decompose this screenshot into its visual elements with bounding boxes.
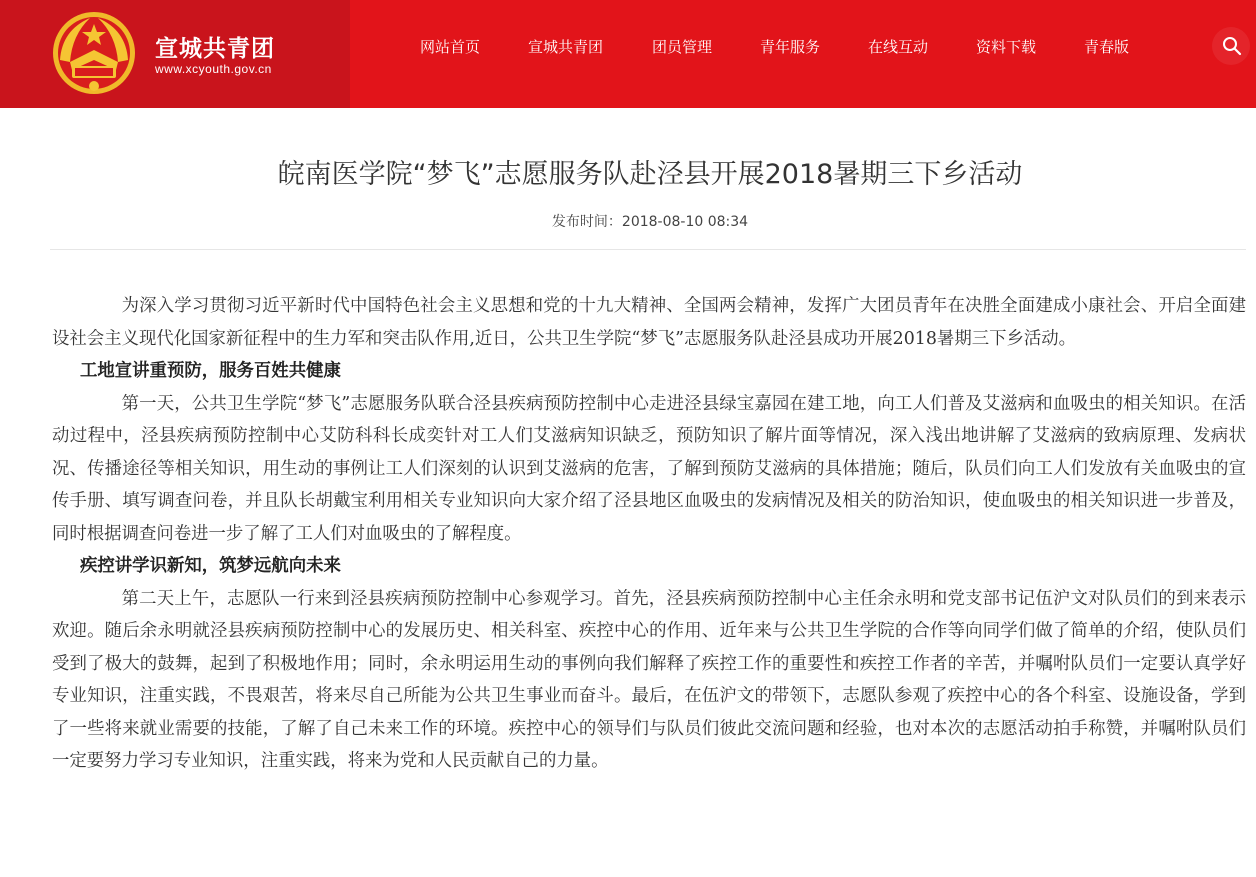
nav-item-online-interaction[interactable]: 在线互动 (868, 38, 929, 56)
site-url: www.xcyouth.gov.cn (155, 62, 272, 76)
title-divider (50, 249, 1246, 250)
nav-item-member-management[interactable]: 团员管理 (652, 38, 713, 56)
article-subheading: 工地宣讲重预防，服务百姓共健康 (80, 361, 341, 381)
publish-time (0, 211, 1256, 231)
nav-item-youth-league[interactable]: 宣城共青团 (528, 38, 604, 56)
publish-time-value: 2018-08-10 08:34 (621, 214, 749, 230)
search-icon (1222, 36, 1242, 56)
article-paragraph: 为深入学习贯彻习近平新时代中国特色社会主义思想和党的十九大精神、全国两会精神，发挥广大团员青年在决胜全面建成小康社会、开启全面建设社会主义现代化国家新征程中的生力军和突击队作用,近日，公共卫生学院“梦飞”志愿服务队赴泾县成功开展2018暑期三下乡活动。 (52, 296, 1246, 349)
article-title: 皖南医学院“梦飞”志愿服务队赴泾县开展2018暑期三下乡活动 (277, 159, 1023, 190)
article-content (52, 290, 1246, 778)
search-button[interactable] (1212, 27, 1250, 65)
publish-time-label: 发布时间： (551, 214, 622, 230)
nav-item-home[interactable]: 网站首页 (420, 38, 481, 56)
article-subheading: 疾控讲学识新知，筑梦远航向未来 (80, 556, 341, 576)
nav-item-youth-service[interactable]: 青年服务 (760, 38, 821, 56)
site-name: 宣城共青团 (155, 36, 275, 62)
main-nav (0, 36, 1256, 60)
article-paragraph: 第二天上午，志愿队一行来到泾县疾病预防控制中心参观学习。首先，泾县疾病预防控制中心主任余永明和党支部书记伍沪文对队员们的到来表示欢迎。随后余永明就泾县疾病预防控制中心的发展历史、相关科室、疾控中心的作用、近年来与公共卫生学院的合作等向同学们做了简单的介绍，使队员们受到了极大的鼓舞，起到了积极地作用；同时，余永明运用生动的事例向我们解释了疾控工作的重要性和疾控工作者的辛苦，并嘱咐队员们一定要认真学好专业知识，注重实践，不畏艰苦，将来尽自己所能为公共卫生事业而奋斗。最后，在伍沪文的带领下，志愿队参观了疾控中心的各个科室、设施设备，学到了一些将来就业需要的技能，了解了自己未来工作的环境。疾控中心的领导们与队员们彼此交流问题和经验，也对本次的志愿活动拍手称赞，并嘱咐队员们一定要努力学习专业知识，注重实践，将来为党和人民贡献自己的力量。 (52, 588, 1246, 771)
nav-item-youth-edition[interactable]: 青春版 (1084, 38, 1130, 56)
site-header (0, 0, 1256, 108)
nav-item-downloads[interactable]: 资料下载 (976, 38, 1037, 56)
article-paragraph: 第一天，公共卫生学院“梦飞”志愿服务队联合泾县疾病预防控制中心走进泾县绿宝嘉园在建工地，向工人们普及艾滋病和血吸虫的相关知识。在活动过程中，泾县疾病预防控制中心艾防科科长成奕针对工人们艾滋病知识缺乏，预防知识了解片面等情况，深入浅出地讲解了艾滋病的致病原理、发病状况、传播途径等相关知识，用生动的事例让工人们深刻的认识到艾滋病的危害，了解到预防艾滋病的具体措施；随后，队员们向工人们发放有关血吸虫的宣传手册、填写调查问卷，并且队长胡戴宝利用相关专业知识向大家介绍了泾县地区血吸虫的发病情况及相关的防治知识，使血吸虫的相关知识进一步普及，同时根据调查问卷进一步了解了工人们对血吸虫的了解程度。 (52, 393, 1246, 544)
